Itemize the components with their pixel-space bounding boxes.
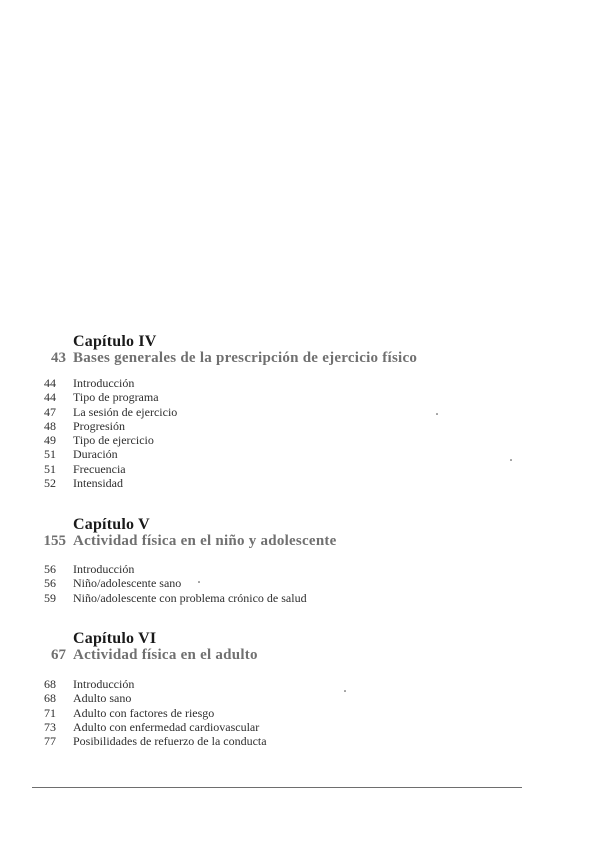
toc-entry (0, 476, 600, 490)
chapter-heading (0, 350, 600, 370)
toc-entry (0, 433, 600, 447)
entry-page-number: 56 (44, 562, 56, 576)
chapter-label: Capítulo IV (73, 333, 157, 350)
entry-page-number: 73 (44, 719, 56, 734)
entry-page-number: 77 (44, 734, 56, 749)
toc-entry (0, 390, 600, 404)
entry-page-number: 47 (44, 404, 56, 419)
entry-page-number: 51 (44, 447, 56, 462)
entry-title: Introducción (73, 562, 135, 576)
entry-page-number: 59 (44, 590, 56, 605)
toc-entry (0, 419, 600, 433)
scan-speck (436, 413, 438, 415)
chapter-heading (0, 647, 600, 667)
scan-speck (344, 690, 346, 692)
chapter-5-contents (0, 562, 600, 605)
entry-page-number: 71 (44, 705, 56, 720)
chapter-page-number: 155 (43, 533, 66, 549)
entry-title: Adulto con enfermedad cardiovascular (73, 719, 260, 734)
chapter-6-contents (0, 677, 600, 748)
entry-page-number: 52 (44, 476, 56, 491)
toc-entry (0, 706, 600, 720)
chapter-page-number: 67 (51, 647, 66, 663)
toc-entry (0, 462, 600, 476)
entry-title: La sesión de ejercicio (73, 404, 178, 419)
toc-entry (0, 405, 600, 419)
chapter-label: Capítulo VI (73, 630, 157, 647)
entry-page-number: 68 (44, 691, 56, 706)
entry-page-number: 49 (44, 433, 56, 448)
entry-title: Introducción (73, 677, 135, 691)
toc-entry (0, 562, 600, 576)
chapter-page-number: 43 (51, 350, 66, 366)
toc-entry (0, 677, 600, 691)
entry-title: Niño/adolescente sano (73, 576, 182, 591)
toc-entry (0, 376, 600, 390)
chapter-heading (0, 533, 600, 553)
toc-entry (0, 691, 600, 705)
entry-title: Tipo de programa (73, 390, 159, 405)
entry-page-number: 68 (44, 677, 56, 691)
entry-page-number: 48 (44, 418, 56, 433)
entry-title: Duración (73, 447, 118, 462)
entry-title: Introducción (73, 376, 135, 390)
entry-page-number: 56 (44, 576, 56, 591)
entry-title: Progresión (73, 418, 125, 433)
entry-title: Adulto sano (73, 691, 132, 706)
toc-entry (0, 576, 600, 590)
entry-title: Intensidad (73, 476, 123, 491)
toc-entry (0, 734, 600, 748)
entry-page-number: 51 (44, 461, 56, 476)
entry-page-number: 44 (44, 390, 56, 405)
chapter-title: Bases generales de la prescripción de ejercicio físico (73, 350, 418, 366)
scan-speck (510, 459, 512, 461)
entry-title: Posibilidades de refuerzo de la conducta (73, 734, 267, 749)
toc-entry (0, 720, 600, 734)
entry-title: Tipo de ejercicio (73, 433, 154, 448)
chapter-title: Actividad física en el niño y adolescente (73, 533, 337, 549)
entry-page-number: 44 (44, 376, 56, 390)
scan-speck (198, 581, 200, 583)
chapter-4-contents (0, 376, 600, 490)
toc-entry (0, 591, 600, 605)
entry-title: Niño/adolescente con problema crónico de salud (73, 590, 307, 605)
entry-title: Adulto con factores de riesgo (73, 705, 215, 720)
entry-title: Frecuencia (73, 461, 126, 476)
footer-rule (32, 787, 522, 788)
chapter-label: Capítulo V (73, 516, 150, 533)
chapter-title: Actividad física en el adulto (73, 647, 258, 663)
